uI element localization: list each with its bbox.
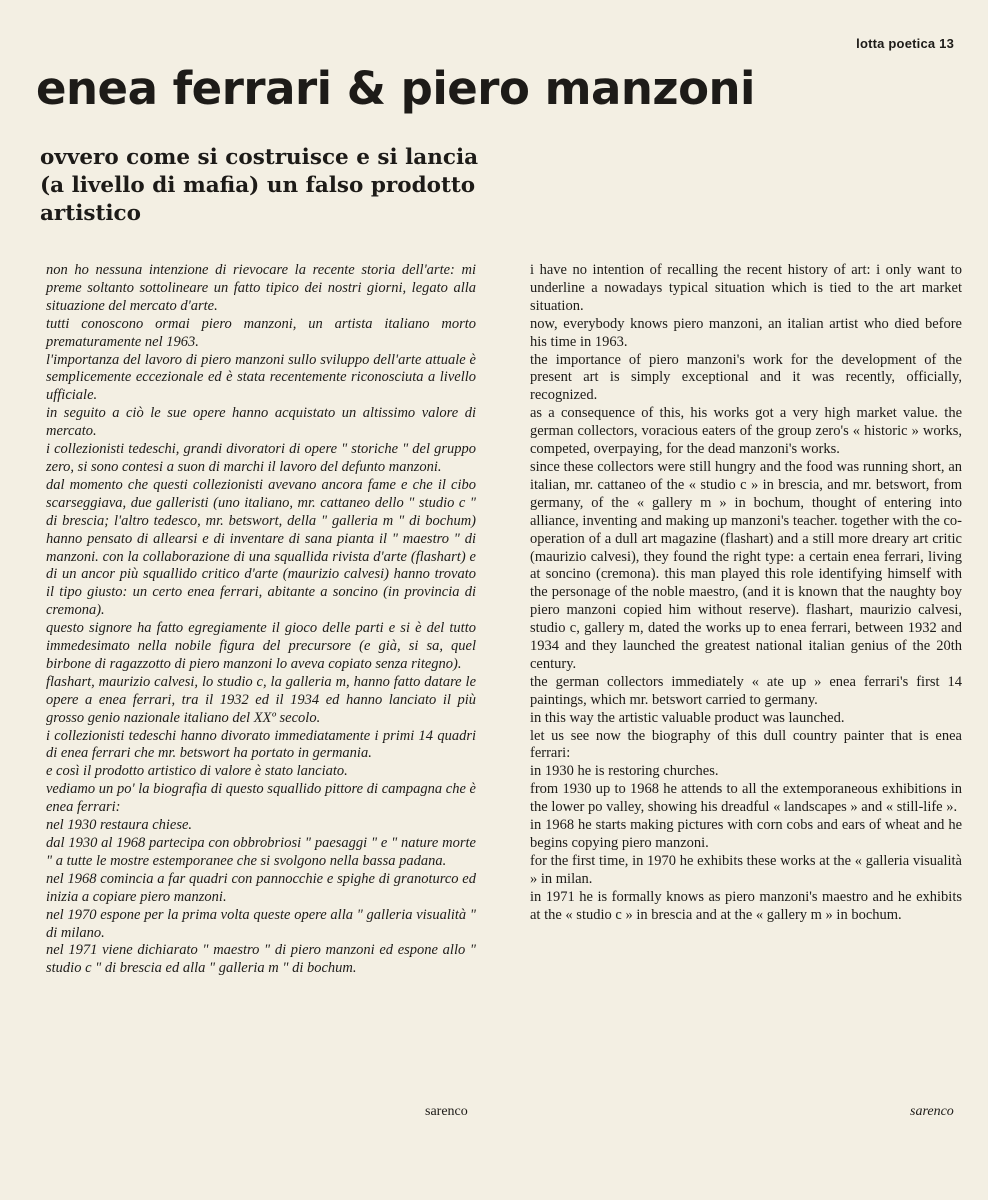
- running-head: lotta poetica 13: [856, 36, 954, 51]
- english-paragraph: since these collectors were still hungry and the food was running short, an italian, mr. cattaneo of the « studio c » in brescia, and mr. betswort, from germany, of the « gallery m » in bochum, thought of entering into alliance, inventing and making up manzoni's teacher. together with the co-operation of a dull art magazine (flashart) and a still more dreary art critic (maurizio calvesi), they found the right type: a certain enea ferrari, living at soncino (cremona). this man played this role identifying himself with the personage of the noble maestro, (and it is known that the naughty boy piero manzoni copied him without reserve). flashart, maurizio calvesi, studio c, gallery m, dated the works up to enea ferrari, between 1932 and 1934 and they launched the greatest national italian genius of the 20th century.: [530, 458, 962, 672]
- italian-paragraph: i collezionisti tedeschi, grandi divoratori di opere " storiche " del gruppo zero, si sono contesi a suon di marchi il lavoro del defunto manzoni.: [46, 441, 476, 475]
- italian-paragraph: nel 1930 restaura chiese.: [46, 817, 193, 834]
- italian-paragraph: dal momento che questi collezionisti avevano ancora fame e che il cibo scarseggiava, due galleristi (uno italiano, mr. cattaneo dello " studio c " di brescia; l'altro tedesco, mr. betswort, della " galleria m " di bochum) hanno pensato di allearsi e di inventare di sana pianta il " maestro " di manzoni. con la collaborazione di una squallida rivista d'arte (flashart) e di un ancor più squallido critico d'arte (maurizio calvesi) hanno trovato il tipo giusto: un certo enea ferrari, abitante a soncino (in provincia di cremona).: [46, 476, 476, 619]
- article-subtitle: ovvero come si costruisce e si lancia (a livello di mafia) un falso prodotto artistico: [40, 145, 479, 226]
- italian-paragraph: non ho nessuna intenzione di rievocare la recente storia dell'arte: mi preme soltanto sottolineare un fatto tipico dei nostri giorni, legato alla situazione del mercato d'arte.: [46, 262, 476, 314]
- italian-column: [46, 262, 476, 978]
- signature-left: sarenco: [425, 1104, 468, 1119]
- italian-paragraph: dal 1930 al 1968 partecipa con obbrobriosi " paesaggi " e " nature morte " a tutte le mostre estemporanee che si svolgono nella bassa padana.: [46, 835, 476, 869]
- english-paragraph: in this way the artistic valuable product was launched.: [530, 709, 845, 726]
- english-paragraph: in 1971 he is formally knows as piero manzoni's maestro and he exhibits at the « studio c » in brescia and at the « gallery m » in bochum.: [530, 888, 962, 923]
- english-column: [530, 262, 962, 925]
- english-paragraph: in 1968 he starts making pictures with corn cobs and ears of wheat and he begins copying piero manzoni.: [530, 817, 962, 851]
- italian-paragraph: l'importanza del lavoro di piero manzoni sullo sviluppo dell'arte attuale è semplicemente eccezionale ed è stata recentemente riconosciuta a livello ufficiale.: [46, 351, 476, 404]
- italian-paragraph: questo signore ha fatto egregiamente il gioco delle parti e si è del tutto immedesimato nella nobile figura del precursore (e già, si sa, quel birbone di ragazzotto di piero manzoni lo aveva copiato senza ritegno).: [46, 620, 476, 672]
- italian-paragraph: in seguito a ciò le sue opere hanno acquistato un altissimo valore di mercato.: [46, 405, 476, 440]
- italian-paragraph: vediamo un po' la biografia di questo squallido pittore di campagna che è enea ferrari:: [46, 781, 476, 816]
- italian-paragraph: nel 1968 comincia a far quadri con pannocchie e spighe di granoturco ed inizia a copiare piero manzoni.: [46, 870, 476, 905]
- italian-paragraph: nel 1970 espone per la prima volta queste opere alla " galleria visualità " di milano.: [46, 906, 476, 941]
- italian-paragraph: tutti conoscono ormai piero manzoni, un artista italiano morto prematuramente nel 1963.: [46, 315, 476, 350]
- italian-paragraph: e così il prodotto artistico di valore è stato lanciato.: [46, 763, 348, 780]
- english-paragraph: in 1930 he is restoring churches.: [530, 763, 719, 780]
- english-paragraph: now, everybody knows piero manzoni, an italian artist who died before his time in 1963.: [530, 315, 962, 350]
- english-paragraph: let us see now the biography of this dull country painter that is enea ferrari:: [530, 727, 962, 762]
- english-paragraph: from 1930 up to 1968 he attends to all the extemporaneous exhibitions in the lower po valley, showing his dreadful « landscapes » and « still-life ».: [530, 781, 962, 816]
- english-paragraph: the importance of piero manzoni's work for the development of the present art is simply exceptional and it was recently, officially, recognized.: [530, 351, 962, 404]
- italian-paragraph: i collezionisti tedeschi hanno divorato immediatamente i primi 14 quadri di enea ferrari che mr. betswort ha portato in germania.: [46, 727, 476, 762]
- english-paragraph: for the first time, in 1970 he exhibits these works at the « galleria visualità » in milan.: [530, 852, 962, 887]
- signature-right: sarenco: [910, 1104, 954, 1119]
- english-paragraph: as a consequence of this, his works got a very high market value. the german collectors, voracious eaters of the group zero's « historic » works, competed, overpaying, for the dead manzoni's works.: [530, 405, 962, 458]
- italian-paragraph: nel 1971 viene dichiarato " maestro " di piero manzoni ed espone allo " studio c " di brescia ed alla " galleria m " di bochum.: [46, 942, 476, 977]
- english-paragraph: i have no intention of recalling the recent history of art: i only want to underline a nowadays typical situation which is tied to the art market situation.: [530, 262, 962, 314]
- article-title: enea ferrari & piero manzoni: [36, 62, 755, 115]
- italian-paragraph: flashart, maurizio calvesi, lo studio c, la galleria m, hanno fatto datare le opere a enea ferrari, tra il 1932 ed il 1934 ed hanno lanciato il più grosso genio nazionale italiano del XXº secolo.: [46, 673, 476, 726]
- english-paragraph: the german collectors immediately « ate up » enea ferrari's first 14 paintings, which mr. betswort carried to germany.: [530, 673, 962, 708]
